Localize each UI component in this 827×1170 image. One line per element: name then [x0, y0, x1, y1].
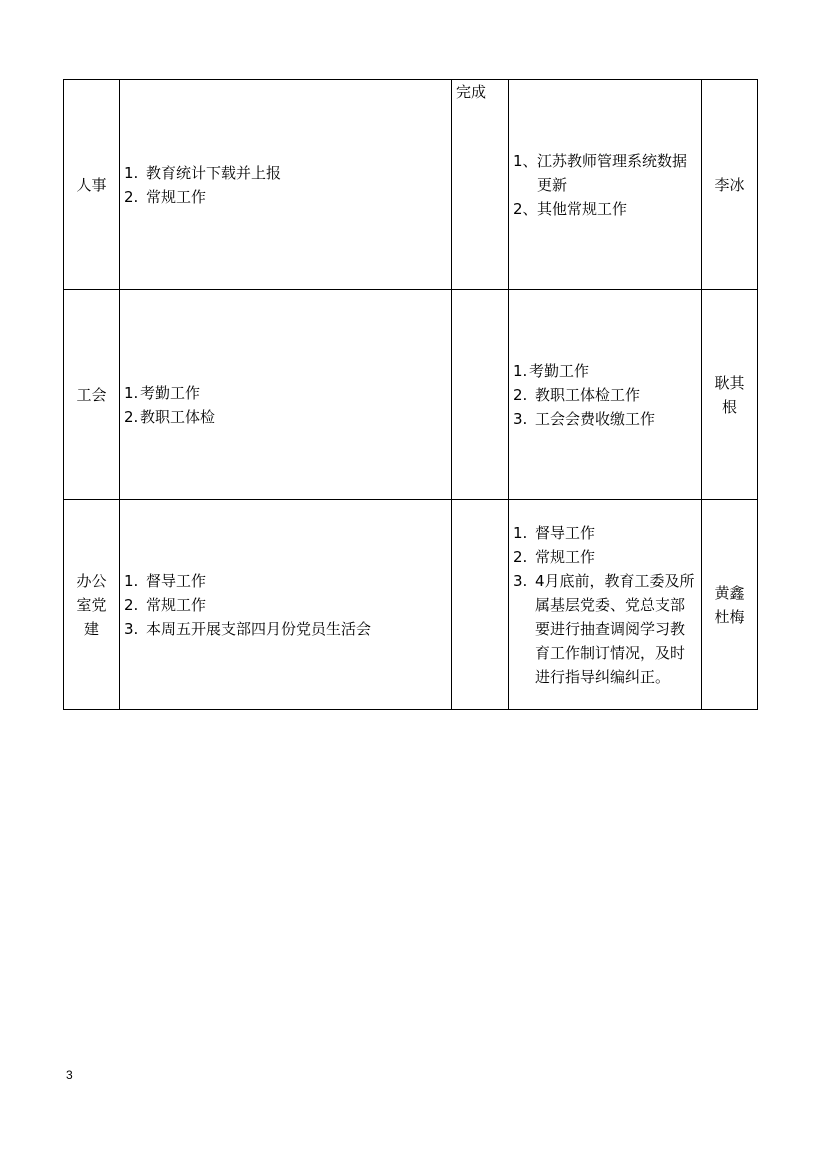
table-row	[64, 80, 758, 290]
list-item: 2. 常规工作	[513, 547, 596, 566]
list-item: 1. 考勤工作	[513, 361, 590, 380]
status-cell	[452, 80, 509, 290]
department-cell	[64, 500, 120, 710]
status-cell	[452, 500, 509, 710]
table-row	[64, 290, 758, 500]
status-text: 完成	[456, 83, 487, 101]
list-item: 3. 本周五开展支部四月份党员生活会	[124, 619, 372, 638]
work-schedule-table	[63, 79, 758, 710]
list-item: 1、 江苏教师管理系统数据更新	[513, 151, 688, 194]
department-label: 人事	[76, 175, 107, 194]
list-item: 2. 常规工作	[124, 595, 207, 614]
department-cell	[64, 290, 120, 500]
list-item: 1. 教育统计下载并上报	[124, 163, 282, 182]
plan-cell	[120, 80, 452, 290]
person-name: 黄鑫杜梅	[714, 583, 745, 626]
department-label: 办公室党建	[76, 571, 107, 638]
list-item: 3. 工会会费收缴工作	[513, 409, 656, 428]
department-label: 工会	[76, 385, 107, 404]
list-item: 2. 教职工体检工作	[513, 385, 641, 404]
next-plan-cell	[509, 290, 702, 500]
list-item: 1. 考勤工作	[124, 383, 201, 402]
list-item: 2. 常规工作	[124, 187, 207, 206]
plan-cell	[120, 290, 452, 500]
page-number: 3	[66, 1068, 73, 1082]
person-name: 李冰	[714, 175, 745, 194]
person-cell	[702, 290, 758, 500]
person-cell	[702, 500, 758, 710]
department-cell	[64, 80, 120, 290]
list-item: 3. 4月底前，教育工委及所属基层党委、党总支部要进行抽查调阅学习教育工作制订情况，及时进行指导纠编纠正。	[513, 571, 695, 686]
next-plan-cell	[509, 500, 702, 710]
next-plan-cell	[509, 80, 702, 290]
plan-cell	[120, 500, 452, 710]
person-name: 耿其根	[714, 373, 745, 416]
list-item: 1. 督导工作	[124, 571, 207, 590]
list-item: 1. 督导工作	[513, 523, 596, 542]
status-cell	[452, 290, 509, 500]
table-row	[64, 500, 758, 710]
list-item: 2. 教职工体检	[124, 407, 216, 426]
list-item: 2、 其他常规工作	[513, 199, 628, 218]
person-cell	[702, 80, 758, 290]
